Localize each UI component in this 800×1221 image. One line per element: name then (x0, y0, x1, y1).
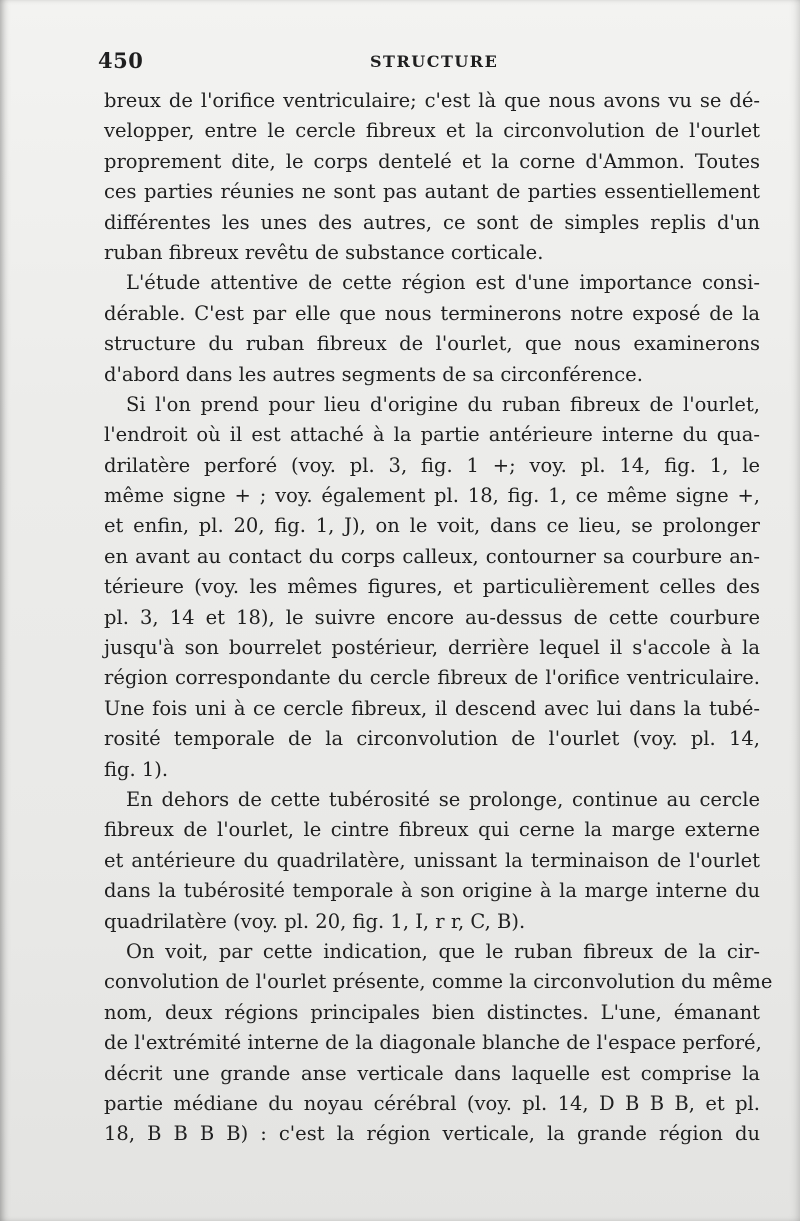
text-line: proprement dite, le corps dentelé et la corne d'Ammon. Toutes (104, 149, 760, 173)
text-line: en avant au contact du corps calleux, contourner sa courbure an- (104, 544, 760, 568)
text-line: partie médiane du noyau cérébral (voy. pl. 14, D B B B, et pl. (104, 1091, 760, 1115)
page-header (0, 44, 800, 84)
text-line: dans la tubérosité temporale à son origine à la marge interne du (104, 879, 760, 903)
text-line: ruban fibreux revêtu de substance corticale. (104, 240, 544, 264)
text-line: rosité temporale de la circonvolution de l'ourlet (voy. pl. 14, (104, 727, 760, 751)
text-line: ces parties réunies ne sont pas autant de parties essentiellement (104, 180, 760, 204)
text-line: drilatère perforé (voy. pl. 3, fig. 1 +; voy. pl. 14, fig. 1, le (104, 453, 760, 477)
text-line: jusqu'à son bourrelet postérieur, derrière lequel il s'accole à la (104, 636, 760, 660)
text-line: velopper, entre le cercle fibreux et la circonvolution de l'ourlet (104, 119, 760, 143)
text-line: breux de l'orifice ventriculaire; c'est là que nous avons vu se dé- (104, 89, 760, 112)
text-line: convolution de l'ourlet présente, comme la circonvolution du même (104, 970, 773, 994)
text-line: de l'extrémité interne de la diagonale blanche de l'espace perforé, (104, 1031, 762, 1055)
text-line: région correspondante du cercle fibreux de l'orifice ventriculaire. (104, 666, 760, 690)
body-text (104, 86, 773, 1150)
text-line: structure du ruban fibreux de l'ourlet, que nous examinerons (104, 332, 760, 356)
text-line: fibreux de l'ourlet, le cintre fibreux qui cerne la marge externe (104, 818, 760, 842)
text-line: Une fois uni à ce cercle fibreux, il descend avec lui dans la tubé- (104, 696, 760, 720)
text-line: d'abord dans les autres segments de sa circonférence. (104, 362, 643, 386)
text-line: On voit, par cette indication, que le ruban fibreux de la cir- (126, 939, 760, 963)
running-head: STRUCTURE (370, 52, 499, 71)
text-line: fig. 1). (104, 757, 169, 781)
text-line: quadrilatère (voy. pl. 20, fig. 1, I, r r, C, B). (104, 909, 526, 933)
text-line: L'étude attentive de cette région est d'une importance consi- (126, 271, 760, 295)
text-line: différentes les unes des autres, ce sont de simples replis d'un (104, 210, 760, 234)
text-line: l'endroit où il est attaché à la partie antérieure interne du qua- (104, 423, 760, 447)
text-line: 18, B B B B) : c'est la région verticale, la grande région du (104, 1122, 760, 1146)
page-number: 450 (98, 48, 144, 73)
text-line: pl. 3, 14 et 18), le suivre encore au-dessus de cette courbure (104, 605, 760, 629)
text-line: même signe + ; voy. également pl. 18, fig. 1, ce même signe +, (104, 484, 760, 508)
text-line: nom, deux régions principales bien distinctes. L'une, émanant (104, 1000, 760, 1024)
text-line: En dehors de cette tubérosité se prolonge, continue au cercle (126, 787, 760, 811)
text-line: Si l'on prend pour lieu d'origine du ruban fibreux de l'ourlet, (126, 392, 760, 416)
text-line: et enfin, pl. 20, fig. 1, J), on le voit, dans ce lieu, se prolonger (104, 514, 760, 538)
text-line: et antérieure du quadrilatère, unissant la terminaison de l'ourlet (104, 848, 760, 872)
text-line: décrit une grande anse verticale dans laquelle est comprise la (104, 1061, 760, 1085)
text-line: térieure (voy. les mêmes figures, et particulièrement celles des (104, 575, 760, 599)
text-line: dérable. C'est par elle que nous terminerons notre exposé de la (104, 301, 760, 325)
